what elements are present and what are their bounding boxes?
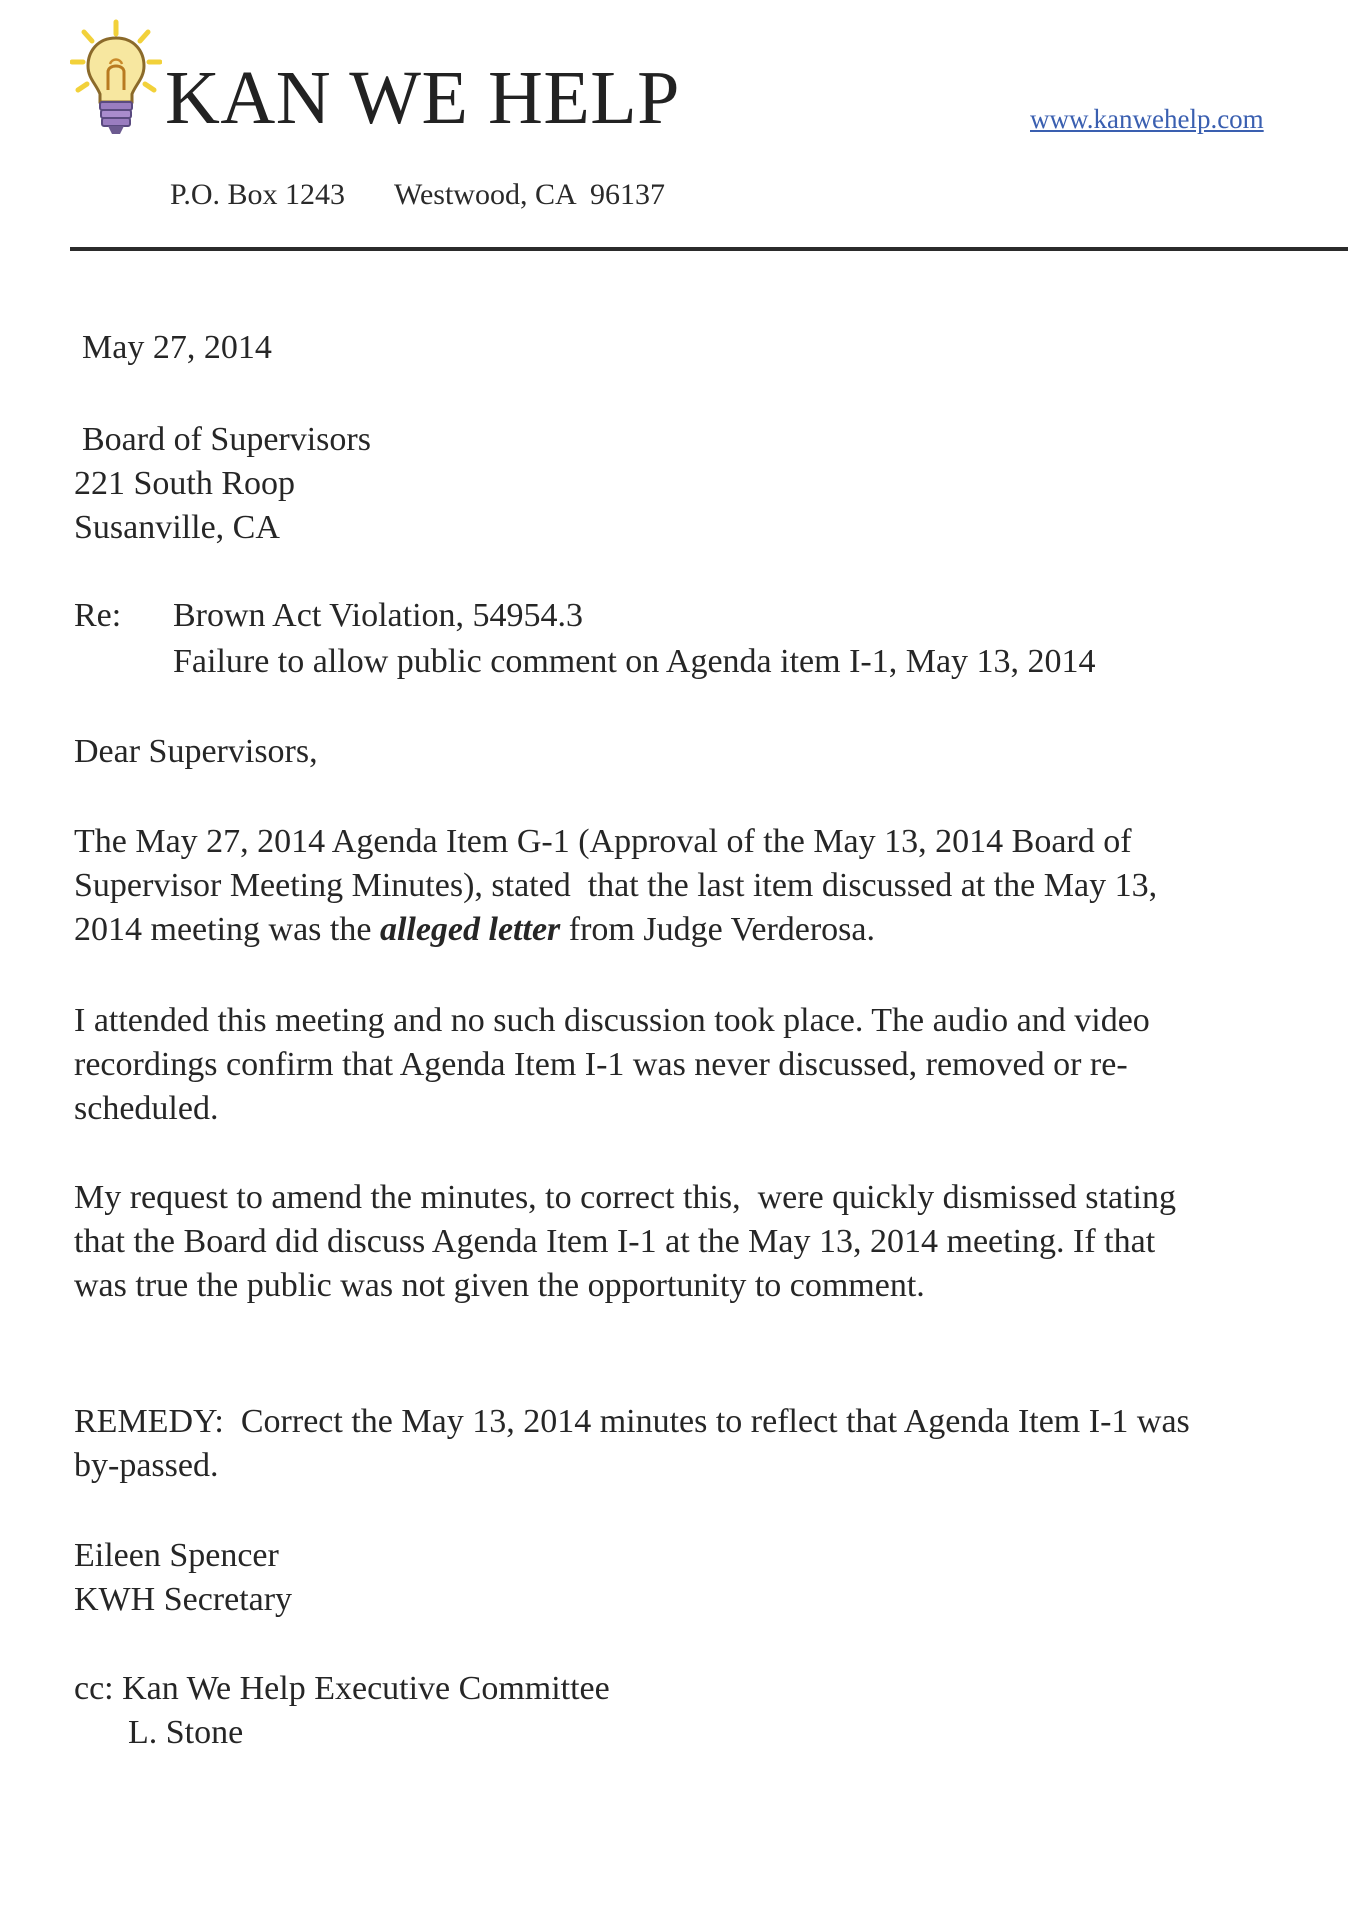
paragraph-1-line-3 [74, 908, 1344, 952]
emphasized-phrase: alleged letter [379, 911, 561, 948]
paragraph-2-line-2: recordings confirm that Agenda Item I-1 was never discussed, removed or re- [74, 1046, 1128, 1083]
remedy-line-1: REMEDY: Correct the May 13, 2014 minutes to reflect that Agenda Item I-1 was [74, 1403, 1190, 1440]
paragraph-3-line-3: was true the public was not given the opportunity to comment. [74, 1267, 925, 1304]
signer-name: Eileen Spencer [74, 1537, 279, 1574]
cc-line-2: L. Stone [128, 1714, 244, 1751]
paragraph-1-line-3-end: from Judge Verderosa. [560, 911, 875, 948]
paragraph-1-line-3-start: 2014 meeting was the [74, 911, 380, 948]
organization-name: KAN WE HELP [165, 56, 680, 140]
remedy-line-2: by-passed. [74, 1447, 219, 1484]
remedy [74, 1400, 1344, 1488]
cc-line-1: cc: Kan We Help Executive Committee [74, 1670, 610, 1707]
recipient-line-2: 221 South Roop [74, 465, 296, 502]
paragraph-2 [74, 999, 1344, 1131]
website-link[interactable]: www.kanwehelp.com [1030, 104, 1264, 134]
paragraph-1 [74, 820, 1344, 952]
recipient-line-3: Susanville, CA [74, 509, 280, 546]
subject-line-1: Brown Act Violation, 54954.3 [173, 597, 584, 634]
letterhead-address [170, 178, 665, 212]
lightbulb-icon [70, 18, 162, 138]
paragraph-2-line-1: I attended this meeting and no such discussion took place. The audio and video [74, 1002, 1150, 1039]
salutation: Dear Supervisors, [74, 733, 318, 770]
signer-title: KWH Secretary [74, 1581, 293, 1618]
po-box: P.O. Box 1243 [170, 178, 346, 211]
recipient-line-1: Board of Supervisors [82, 421, 371, 458]
paragraph-3 [74, 1176, 1344, 1308]
paragraph-3-line-1: My request to amend the minutes, to correct this, were quickly dismissed stating [74, 1179, 1176, 1216]
letterhead-divider [70, 247, 1348, 251]
paragraph-3-line-2: that the Board did discuss Agenda Item I-1 at the May 13, 2014 meeting. If that [74, 1223, 1156, 1260]
paragraph-1-line-1: The May 27, 2014 Agenda Item G-1 (Approval of the May 13, 2014 Board of [74, 823, 1132, 860]
letter-date: May 27, 2014 [82, 329, 272, 366]
city-state-zip: Westwood, CA 96137 [394, 178, 665, 211]
paragraph-2-line-3: scheduled. [74, 1090, 219, 1127]
subject-label: Re: [74, 597, 122, 634]
paragraph-1-line-2: Supervisor Meeting Minutes), stated that the last item discussed at the May 13, [74, 867, 1158, 904]
subject-line-2: Failure to allow public comment on Agenda item I-1, May 13, 2014 [173, 643, 1096, 680]
